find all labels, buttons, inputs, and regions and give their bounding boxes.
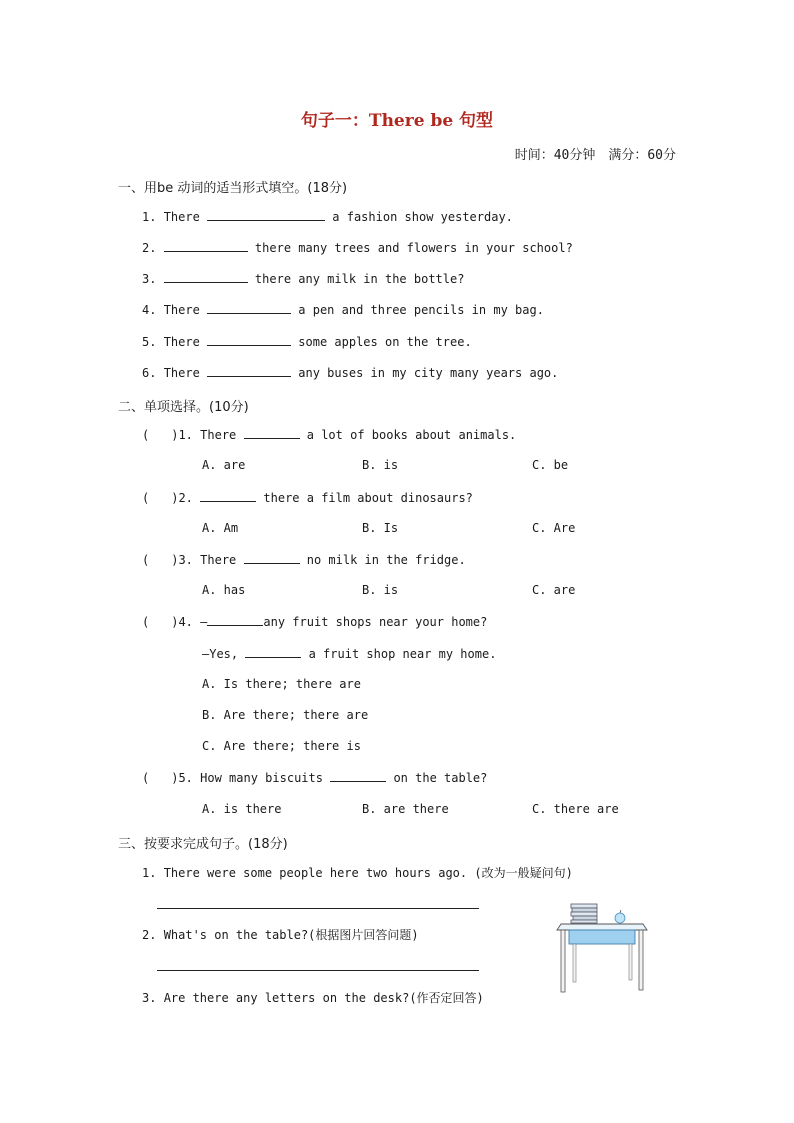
rewrite-item-1: 1. There were some people here two hours ago. (改为一般疑问句) (142, 866, 573, 880)
option-b[interactable]: B. are there (362, 802, 449, 816)
option-c[interactable]: C. Are (532, 521, 576, 535)
desk-illustration (555, 898, 651, 994)
option-a[interactable]: A. has (202, 583, 246, 597)
page-title: 句子一：There be 句型 (300, 111, 494, 131)
choice-question-1: ( )1. There a lot of books about animals. (142, 428, 517, 442)
rewrite-item-3: 3. Are there any letters on the desk?(作否定回答) (142, 991, 484, 1005)
option-a[interactable]: A. is there (202, 802, 282, 816)
option-b[interactable]: B. Are there; there are (202, 708, 369, 722)
option-c[interactable]: C. there are (532, 802, 619, 816)
choice-question-3: ( )3. There no milk in the fridge. (142, 553, 466, 567)
choice-question-2: ( )2. there a film about dinosaurs? (142, 491, 473, 505)
apple-icon (615, 910, 625, 923)
fill-item-3: 3. there any milk in the bottle? (142, 272, 465, 286)
option-a[interactable]: A. Am (202, 521, 239, 535)
blank[interactable] (244, 552, 300, 564)
rewrite-item-2: 2. What's on the table?(根据图片回答问题) (142, 928, 419, 942)
answer-line-1[interactable] (157, 908, 479, 909)
fill-item-2: 2. there many trees and flowers in your school? (142, 241, 573, 255)
blank[interactable] (330, 770, 386, 782)
option-a[interactable]: A. are (202, 458, 246, 472)
blank[interactable] (207, 334, 291, 346)
answer-line-2[interactable] (157, 970, 479, 971)
blank[interactable] (245, 646, 301, 658)
choice-question-4-line2: —Yes, a fruit shop near my home. (202, 647, 497, 661)
blank[interactable] (207, 209, 325, 221)
option-a[interactable]: A. Is there; there are (202, 677, 361, 691)
fill-item-1: 1. There a fashion show yesterday. (142, 210, 513, 224)
fill-item-4: 4. There a pen and three pencils in my bag. (142, 303, 544, 317)
choice-question-5: ( )5. How many biscuits on the table? (142, 771, 488, 785)
blank[interactable] (207, 365, 291, 377)
option-b[interactable]: B. is (362, 583, 399, 597)
option-b[interactable]: B. is (362, 458, 399, 472)
blank[interactable] (164, 271, 248, 283)
option-c[interactable]: C. be (532, 458, 569, 472)
blank[interactable] (207, 302, 291, 314)
section3-heading: 三、按要求完成句子。(18分) (118, 837, 288, 852)
blank[interactable] (200, 490, 256, 502)
section1-heading: 一、用be 动词的适当形式填空。(18分) (118, 181, 348, 196)
section2-heading: 二、单项选择。(10分) (118, 400, 249, 415)
book-stack-icon (571, 904, 597, 923)
fill-item-6: 6. There any buses in my city many years ago. (142, 366, 559, 380)
choice-question-4: ( )4. — any fruit shops near your home? (142, 615, 488, 629)
option-c[interactable]: C. Are there; there is (202, 739, 361, 753)
option-b[interactable]: B. Is (362, 521, 399, 535)
blank[interactable] (164, 240, 248, 252)
blank[interactable] (207, 614, 263, 626)
blank[interactable] (244, 427, 300, 439)
exam-meta: 时间：40分钟 满分：60分 (514, 148, 676, 163)
fill-item-5: 5. There some apples on the tree. (142, 335, 472, 349)
option-c[interactable]: C. are (532, 583, 576, 597)
